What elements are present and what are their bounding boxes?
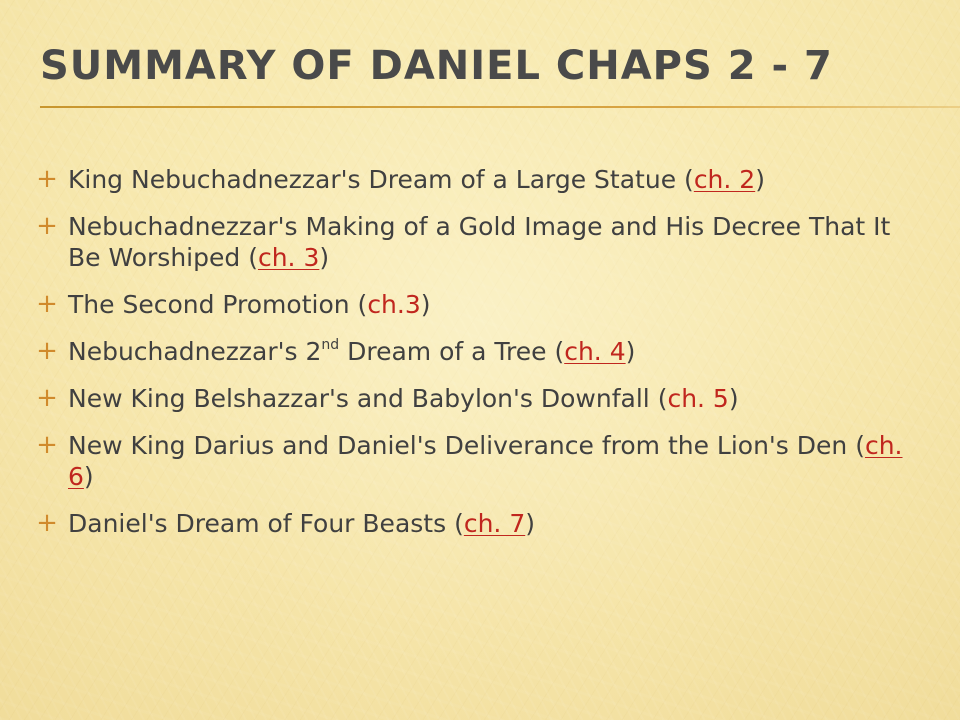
close-paren: ) bbox=[625, 337, 636, 366]
chapter-ref-ch3: ch.3 bbox=[367, 290, 421, 319]
open-paren: ( bbox=[454, 509, 464, 538]
bullet-text-before: Nebuchadnezzar's 2 bbox=[68, 337, 322, 366]
open-paren: ( bbox=[248, 243, 258, 272]
open-paren: ( bbox=[855, 431, 865, 460]
bullet-item-ch3-promotion bbox=[36, 289, 926, 320]
chapter-ref-ch5: ch. 5 bbox=[667, 384, 729, 413]
bullet-item-ch7 bbox=[36, 508, 926, 539]
bullet-item-ch2 bbox=[36, 164, 926, 195]
chapter-link-ch7[interactable]: ch. 7 bbox=[463, 509, 526, 538]
bullet-text: The Second Promotion bbox=[68, 290, 350, 319]
open-paren: ( bbox=[657, 384, 668, 413]
bullet-text: King Nebuchadnezzar's Dream of a Large Statue bbox=[68, 165, 677, 194]
open-paren: ( bbox=[684, 165, 694, 194]
plus-icon: + bbox=[36, 508, 58, 538]
bullet-text: Nebuchadnezzar's Making of a Gold Image and His Decree That It Be Worshiped bbox=[68, 212, 891, 272]
slide-title: SUMMARY OF DANIEL CHAPS 2 - 7 bbox=[40, 43, 833, 89]
bullet-text: Daniel's Dream of Four Beasts bbox=[68, 509, 447, 538]
close-paren: ) bbox=[525, 509, 535, 538]
close-paren: ) bbox=[420, 290, 431, 319]
bullet-text-after: Dream of a Tree bbox=[339, 337, 547, 366]
close-paren: ) bbox=[319, 243, 330, 272]
close-paren: ) bbox=[728, 384, 739, 413]
plus-icon: + bbox=[36, 289, 58, 319]
title-divider bbox=[40, 106, 960, 108]
title-area bbox=[40, 38, 940, 102]
chapter-link-ch4[interactable]: ch. 4 bbox=[564, 337, 626, 366]
open-paren: ( bbox=[554, 337, 565, 366]
plus-icon: + bbox=[36, 336, 58, 366]
bullet-item-ch5 bbox=[36, 383, 926, 414]
ordinal-suffix: nd bbox=[321, 336, 340, 353]
plus-icon: + bbox=[36, 164, 58, 194]
chapter-link-ch6[interactable]: ch. 6 bbox=[68, 431, 903, 491]
bullet-item-ch4 bbox=[36, 336, 926, 367]
close-paren: ) bbox=[83, 462, 94, 491]
bullet-item-ch3 bbox=[36, 211, 926, 273]
close-paren: ) bbox=[755, 165, 765, 194]
plus-icon: + bbox=[36, 211, 58, 241]
plus-icon: + bbox=[36, 383, 58, 413]
bullet-text bbox=[68, 337, 547, 366]
open-paren: ( bbox=[357, 290, 368, 319]
bullet-text: New King Darius and Daniel's Deliverance from the Lion's Den bbox=[68, 431, 848, 460]
bullet-list bbox=[36, 164, 926, 539]
chapter-link-ch2[interactable]: ch. 2 bbox=[693, 165, 756, 194]
bullet-text: New King Belshazzar's and Babylon's Downfall bbox=[68, 384, 650, 413]
plus-icon: + bbox=[36, 430, 58, 460]
chapter-link-ch3[interactable]: ch. 3 bbox=[257, 243, 320, 272]
bullet-item-ch6 bbox=[36, 430, 926, 492]
content-area bbox=[36, 164, 926, 555]
